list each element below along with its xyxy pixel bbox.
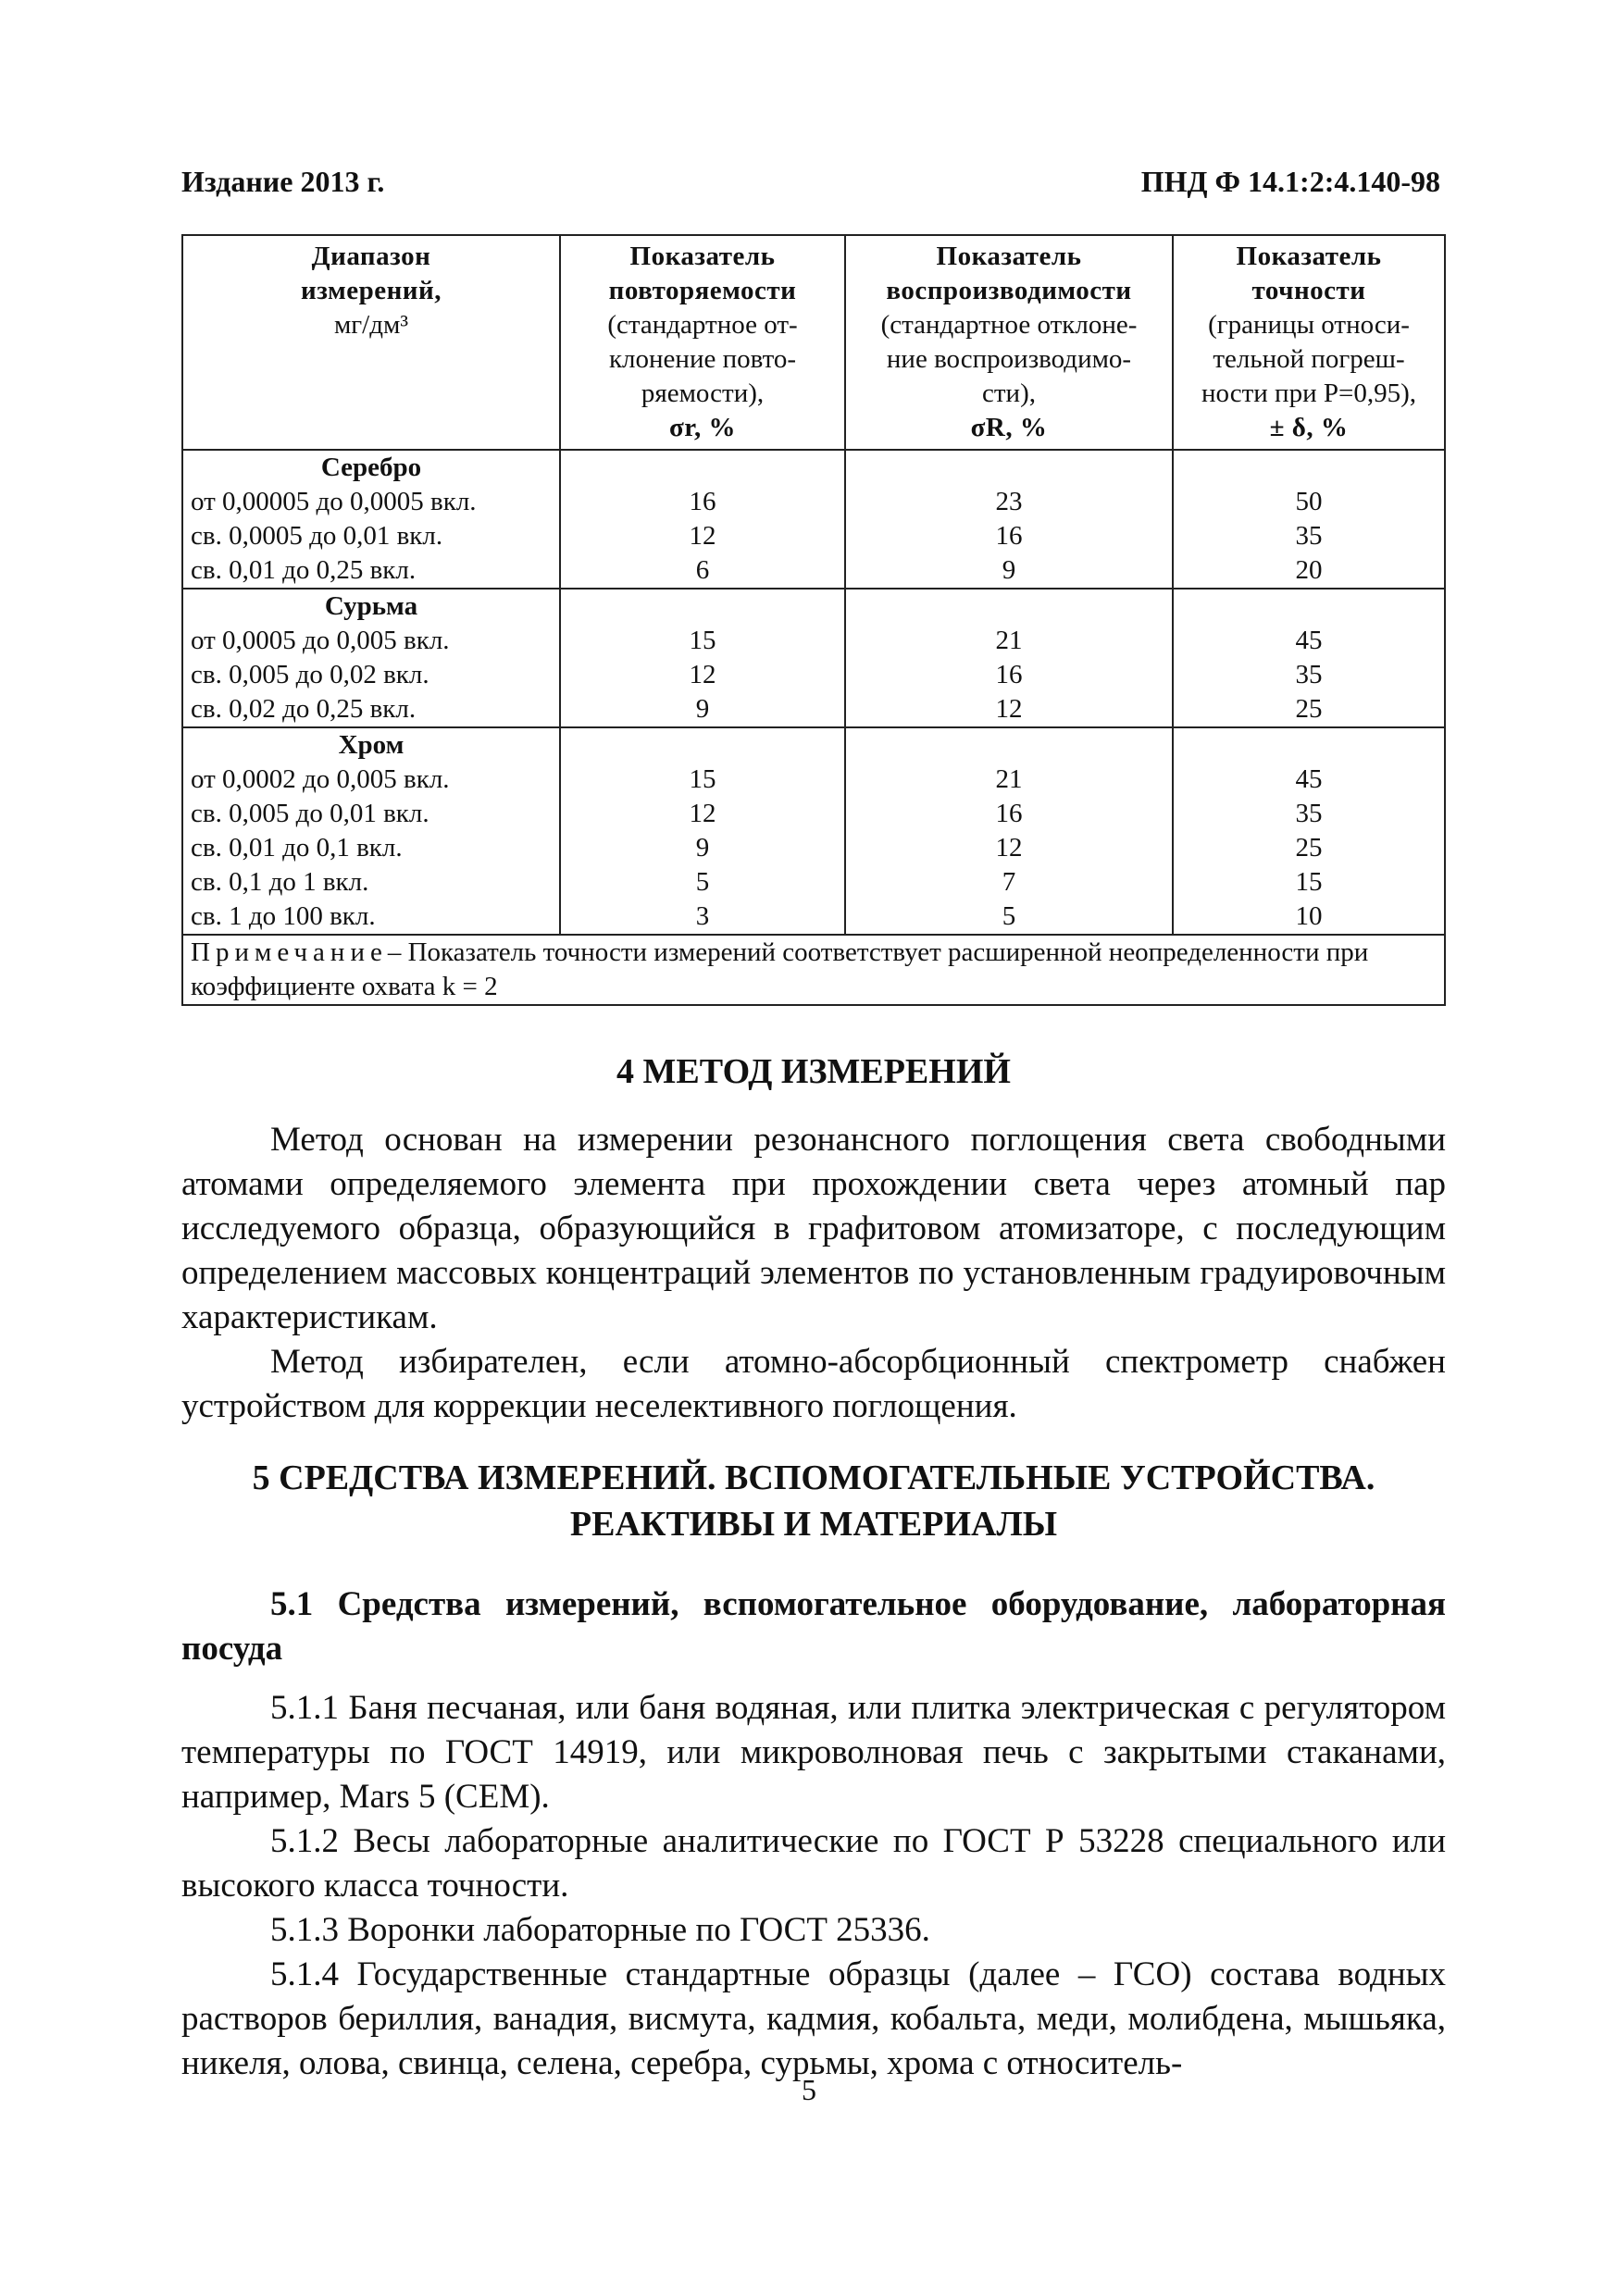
document-code: ПНД Ф 14.1:2:4.140-98 (1140, 165, 1440, 198)
reproducibility-value: 21 (995, 764, 1023, 794)
repeatability-value: 9 (695, 833, 710, 863)
accuracy-value: 45 (1295, 626, 1323, 655)
reproducibility-value: 21 (995, 626, 1023, 655)
accuracy-value: 15 (1295, 867, 1323, 897)
table-row-antimony (182, 589, 1445, 727)
repeatability-value: 15 (689, 626, 716, 655)
range-cell: св. 0,005 до 0,01 вкл. (191, 799, 429, 828)
note-text: – Показатель точности измерений соответствует расширенной неопределенности при коэффициенте охвата k = 2 (191, 937, 1369, 1001)
accuracy-value: 10 (1295, 901, 1323, 931)
column-header-repeatability: Показатель повторяемости (стандартное от- клонение повто- ряемости), σr, % (560, 235, 845, 450)
repeatability-value: 5 (695, 867, 710, 897)
repeatability-value: 12 (689, 660, 716, 689)
reproducibility-value: 16 (995, 799, 1023, 828)
table-row-chromium (182, 727, 1445, 935)
repeatability-value: 3 (695, 901, 710, 931)
range-cell: св. 0,01 до 0,1 вкл. (191, 833, 403, 863)
range-cell: св. 0,01 до 0,25 вкл. (191, 555, 417, 585)
section-4-paragraph-2: Метод избирателен, если атомно-абсорбционный спектрометр снабжен устройством для коррекции неселективного поглощения. (181, 1343, 1446, 1425)
range-cell: св. 0,005 до 0,02 вкл. (191, 660, 429, 689)
range-cell: св. 0,0005 до 0,01 вкл. (191, 521, 443, 551)
column-header-accuracy: Показатель точности (границы относи- тельной погреш- ности при P=0,95), ± δ, % (1173, 235, 1445, 450)
repeatability-value: 15 (689, 764, 716, 794)
note-label: Примечание (191, 937, 388, 967)
reproducibility-value: 9 (1002, 555, 1016, 585)
item-5-1-1: 5.1.1 Баня песчаная, или баня водяная, или плитка электрическая с регулятором температуры по ГОСТ 14919, или микроволновая печь с закрытыми стаканами, например, Mars 5 (CEM). (181, 1689, 1446, 1816)
section-4-paragraph-1: Метод основан на измерении резонансного поглощения света свободными атомами определяемого элемента при прохождении света через атомный пар исследуемого образца, образующийся в графитовом атомизаторе, с последующим определением массовых концентраций элементов по установленным градуировочным характеристикам. (181, 1121, 1446, 1336)
repeatability-value: 12 (689, 799, 716, 828)
range-cell: св. 1 до 100 вкл. (191, 901, 376, 931)
subsection-5-1-title: 5.1 Средства измерений, вспомогательное оборудование, лабораторная посуда (181, 1585, 1446, 1668)
table-row-silver (182, 450, 1445, 589)
column-header-range: Диапазон измерений, мг/дм³ (182, 235, 560, 450)
section-4-title: 4 МЕТОД ИЗМЕРЕНИЙ (616, 1052, 1011, 1091)
repeatability-value: 12 (689, 521, 716, 551)
repeatability-value: 6 (695, 555, 710, 585)
range-cell: св. 0,02 до 0,25 вкл. (191, 694, 417, 724)
accuracy-value: 35 (1295, 521, 1323, 551)
page-number: 5 (802, 2073, 816, 2106)
group-title-silver: Серебро (320, 453, 422, 482)
reproducibility-value: 16 (995, 521, 1023, 551)
accuracy-value: 20 (1295, 555, 1323, 585)
group-title-antimony: Сурьма (324, 591, 418, 621)
accuracy-value: 35 (1295, 799, 1323, 828)
reproducibility-value: 16 (995, 660, 1023, 689)
item-5-1-2: 5.1.2 Весы лабораторные аналитические по ГОСТ Р 53228 специального или высокого класса точности. (181, 1822, 1446, 1905)
item-5-1-3: 5.1.3 Воронки лабораторные по ГОСТ 25336. (270, 1911, 930, 1949)
edition-label: Издание 2013 г. (181, 165, 385, 198)
accuracy-value: 50 (1295, 487, 1323, 516)
range-cell: от 0,00005 до 0,0005 вкл. (191, 487, 477, 516)
reproducibility-value: 12 (995, 833, 1023, 863)
section-5-title-line-1: 5 СРЕДСТВА ИЗМЕРЕНИЙ. ВСПОМОГАТЕЛЬНЫЕ УСТРОЙСТВА. (252, 1458, 1375, 1497)
reproducibility-value: 23 (995, 487, 1023, 516)
section-5-title-line-2: РЕАКТИВЫ И МАТЕРИАЛЫ (569, 1505, 1058, 1544)
accuracy-value: 35 (1295, 660, 1323, 689)
repeatability-value: 9 (695, 694, 710, 724)
reproducibility-value: 12 (995, 694, 1023, 724)
group-title-chromium: Хром (338, 730, 404, 760)
reproducibility-value: 5 (1002, 901, 1016, 931)
range-cell: от 0,0002 до 0,005 вкл. (191, 764, 450, 794)
accuracy-value: 45 (1295, 764, 1323, 794)
reproducibility-value: 7 (1002, 867, 1016, 897)
accuracy-value: 25 (1295, 833, 1323, 863)
measurement-table (181, 234, 1446, 1006)
item-5-1-4: 5.1.4 Государственные стандартные образцы (далее – ГСО) состава водных растворов бериллия, ванадия, висмута, кадмия, кобальта, меди, молибдена, мышьяка, никеля, олова, свинца, селена, серебра, сурьмы, хрома с относитель- (181, 1955, 1446, 2082)
table-header-row (182, 235, 1445, 450)
range-cell: от 0,0005 до 0,005 вкл. (191, 626, 450, 655)
accuracy-value: 25 (1295, 694, 1323, 724)
column-header-reproducibility: Показатель воспроизводимости (стандартное отклоне- ние воспроизводимо- сти), σR, % (845, 235, 1173, 450)
range-cell: св. 0,1 до 1 вкл. (191, 867, 369, 897)
repeatability-value: 16 (689, 487, 716, 516)
table-note (182, 935, 1445, 1005)
table-note-row (182, 935, 1445, 1005)
